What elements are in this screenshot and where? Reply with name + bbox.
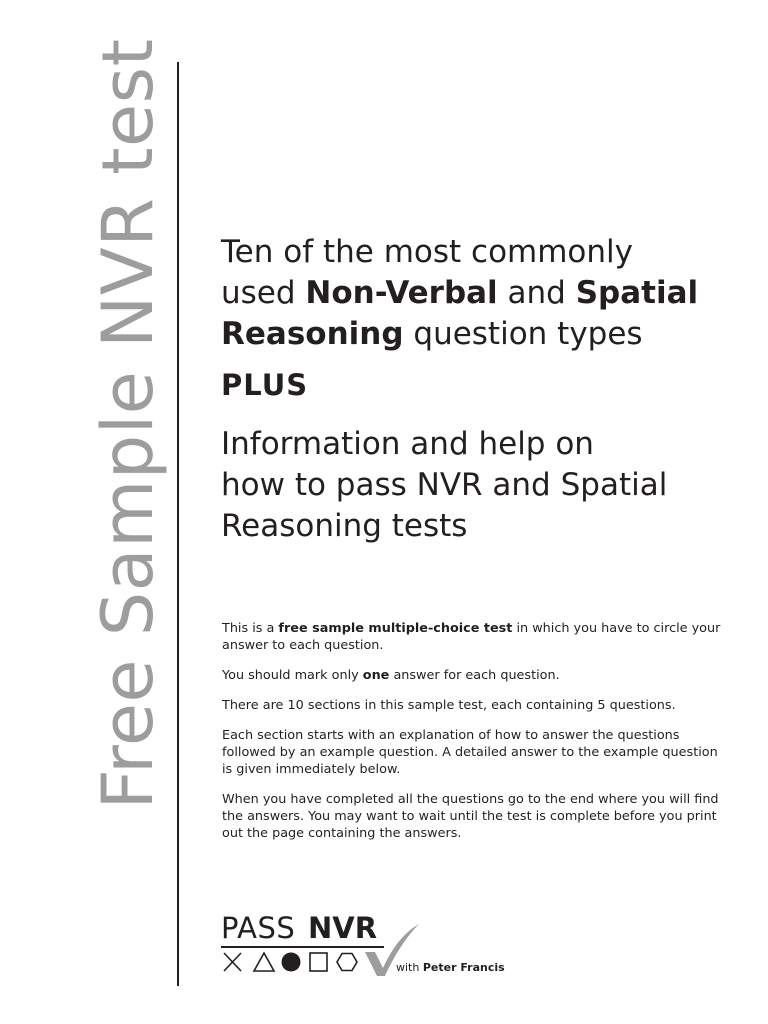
headline-bold: Non-Verbal [305, 275, 498, 311]
byline-prefix: with [396, 961, 423, 974]
logo-nvr-text: NVR [308, 911, 378, 945]
logo-rule [221, 946, 384, 948]
paragraph [222, 667, 722, 684]
paragraph-text: in which you have to circle your answer to each question. [222, 621, 721, 653]
headline-bold: Spatial [575, 275, 699, 311]
paragraph-bold: free sample multiple-choice test [278, 621, 513, 636]
subheading-line1: Information and help on [221, 426, 594, 462]
pass-nvr-logo [221, 912, 521, 982]
subheading [221, 424, 741, 547]
headline-text: and [497, 275, 576, 311]
paragraph-text: This is a [222, 621, 279, 636]
side-title: Free Sample NVR test [87, 38, 169, 810]
square-icon [310, 953, 327, 971]
paragraph: When you have completed all the questions go to the end where you will find the answers. You may want to wait until the test is complete before you print out the page containing the answers. [222, 792, 719, 841]
author-name: Peter Francis [422, 961, 505, 974]
paragraph-text: answer for each question. [389, 668, 560, 683]
headline-text: used [221, 275, 306, 311]
headline-text: question types [403, 316, 643, 352]
cross-icon [224, 953, 241, 971]
paragraph-bold: one [362, 668, 390, 683]
headline-bold: Reasoning [221, 316, 404, 352]
vertical-divider [177, 62, 179, 986]
logo-pass-text: PASS [221, 911, 296, 945]
paragraph [222, 620, 722, 654]
subheading-line3: Reasoning tests [221, 508, 468, 544]
paragraph: There are 10 sections in this sample test, each containing 5 questions. [222, 698, 676, 713]
plus-label: PLUS [221, 368, 309, 402]
triangle-icon [254, 953, 274, 971]
paragraph: Each section starts with an explanation of how to answer the questions followed by an example question. A detailed answer to the example question is given immediately below. [222, 728, 718, 777]
circle-icon [282, 953, 301, 972]
headline-line1: Ten of the most commonly [221, 234, 634, 270]
intro-text [222, 620, 722, 855]
logo-shapes [221, 950, 366, 974]
logo-byline [396, 961, 505, 974]
hexagon-icon [337, 954, 357, 971]
subheading-line2: how to pass NVR and Spatial [221, 467, 668, 503]
paragraph-text: You should mark only [222, 668, 363, 683]
headline [221, 232, 741, 355]
